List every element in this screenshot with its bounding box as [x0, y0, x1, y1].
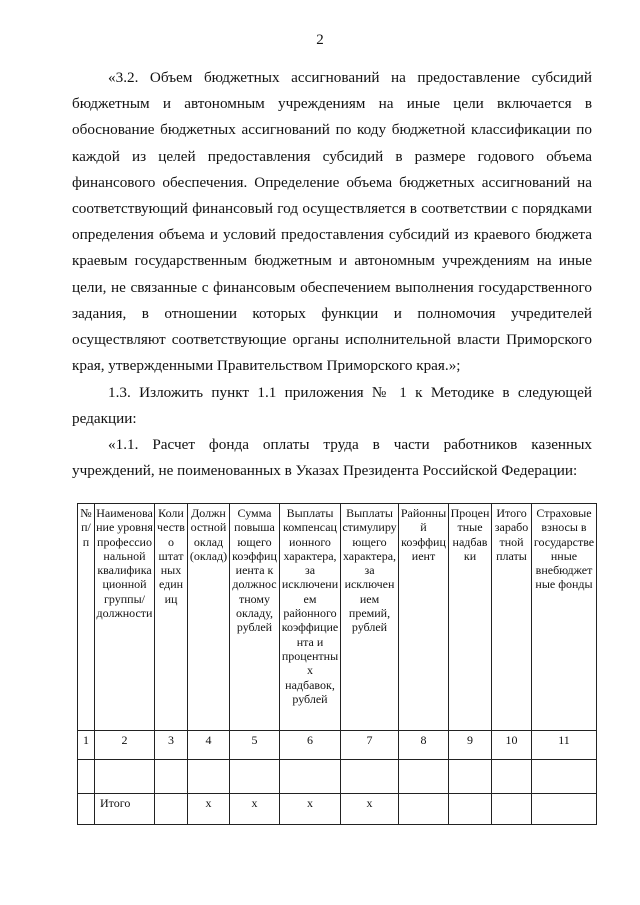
header-cell-percent-bonus: Процентные надбавки: [449, 504, 492, 731]
table-empty-row: [78, 760, 597, 794]
total-cell: [155, 794, 188, 825]
header-cell-compensation: Выплаты компенсационного характера, за исключением районного коэффициента и процентных надбавок, рублей: [280, 504, 341, 731]
paragraph-1-1: «1.1. Расчет фонда оплаты труда в части работников казенных учреждений, не поименованных в Указах Президента Российской Федерации:: [72, 436, 592, 480]
total-cell: [492, 794, 532, 825]
header-cell-number: № п/п: [78, 504, 95, 731]
header-cell-insurance: Страховые взносы в государственные внебюджетные фонды: [532, 504, 597, 731]
empty-cell: [280, 760, 341, 794]
empty-cell: [399, 760, 449, 794]
total-cell: х: [341, 794, 399, 825]
empty-cell: [532, 760, 597, 794]
total-label: Итого: [95, 794, 155, 825]
empty-cell: [155, 760, 188, 794]
header-cell-staff-count: Количество штатных единиц: [155, 504, 188, 731]
number-cell: 4: [188, 731, 230, 760]
page-number: 2: [316, 32, 324, 48]
empty-cell: [95, 760, 155, 794]
total-cell: х: [280, 794, 341, 825]
paragraph-3-2: «3.2. Объем бюджетных ассигнований на предоставление субсидий бюджетным и автономным учреждениям на иные цели включается в обоснование бюджетных ассигнований по коду бюджетной классификации по каждой из целей предоставления субсидий в размере годового объема финансового обеспечения. Определение объема бюджетных ассигнований на соответствующий финансовый год осуществляется в соответствии с порядками определения объема и условий предоставления субсидий из краевого бюджета краевым государственным бюджетным и автономным учреждениям на иные цели, не связанные с финансовым обеспечением выполнения государственного задания, в отношении которых функции и полномочия учредителей осуществляют соответствующие органы исполнительной власти Приморского края, утвержденными Правительством Приморского края.»;: [72, 69, 592, 375]
header-cell-incentive: Выплаты стимулирующего характера, за исключением премий, рублей: [341, 504, 399, 731]
empty-cell: [78, 760, 95, 794]
total-cell: [399, 794, 449, 825]
empty-cell: [188, 760, 230, 794]
header-cell-position: Наименование уровня профессиональной квалификационной группы/должности: [95, 504, 155, 731]
table-header-row: [78, 504, 597, 731]
payroll-table: [77, 503, 597, 825]
number-cell: 11: [532, 731, 597, 760]
number-cell: 6: [280, 731, 341, 760]
number-cell: 10: [492, 731, 532, 760]
empty-cell: [341, 760, 399, 794]
header-cell-total-wages: Итого заработной платы: [492, 504, 532, 731]
total-cell: [78, 794, 95, 825]
empty-cell: [449, 760, 492, 794]
paragraph-1-3: 1.3. Изложить пункт 1.1 приложения № 1 к Методике в следующей редакции:: [72, 384, 592, 428]
number-cell: 1: [78, 731, 95, 760]
empty-cell: [492, 760, 532, 794]
total-cell: х: [188, 794, 230, 825]
total-cell: [449, 794, 492, 825]
total-cell: [532, 794, 597, 825]
header-cell-coefficient: Сумма повышающего коэффициента к должностному окладу, рублей: [230, 504, 280, 731]
number-cell: 9: [449, 731, 492, 760]
number-cell: 2: [95, 731, 155, 760]
table-number-row: [78, 731, 597, 760]
table-total-row: [78, 794, 597, 825]
number-cell: 5: [230, 731, 280, 760]
header-cell-salary: Должностной оклад (оклад): [188, 504, 230, 731]
number-cell: 7: [341, 731, 399, 760]
number-cell: 8: [399, 731, 449, 760]
number-cell: 3: [155, 731, 188, 760]
header-cell-regional-coefficient: Районный коэффициент: [399, 504, 449, 731]
total-cell: х: [230, 794, 280, 825]
empty-cell: [230, 760, 280, 794]
